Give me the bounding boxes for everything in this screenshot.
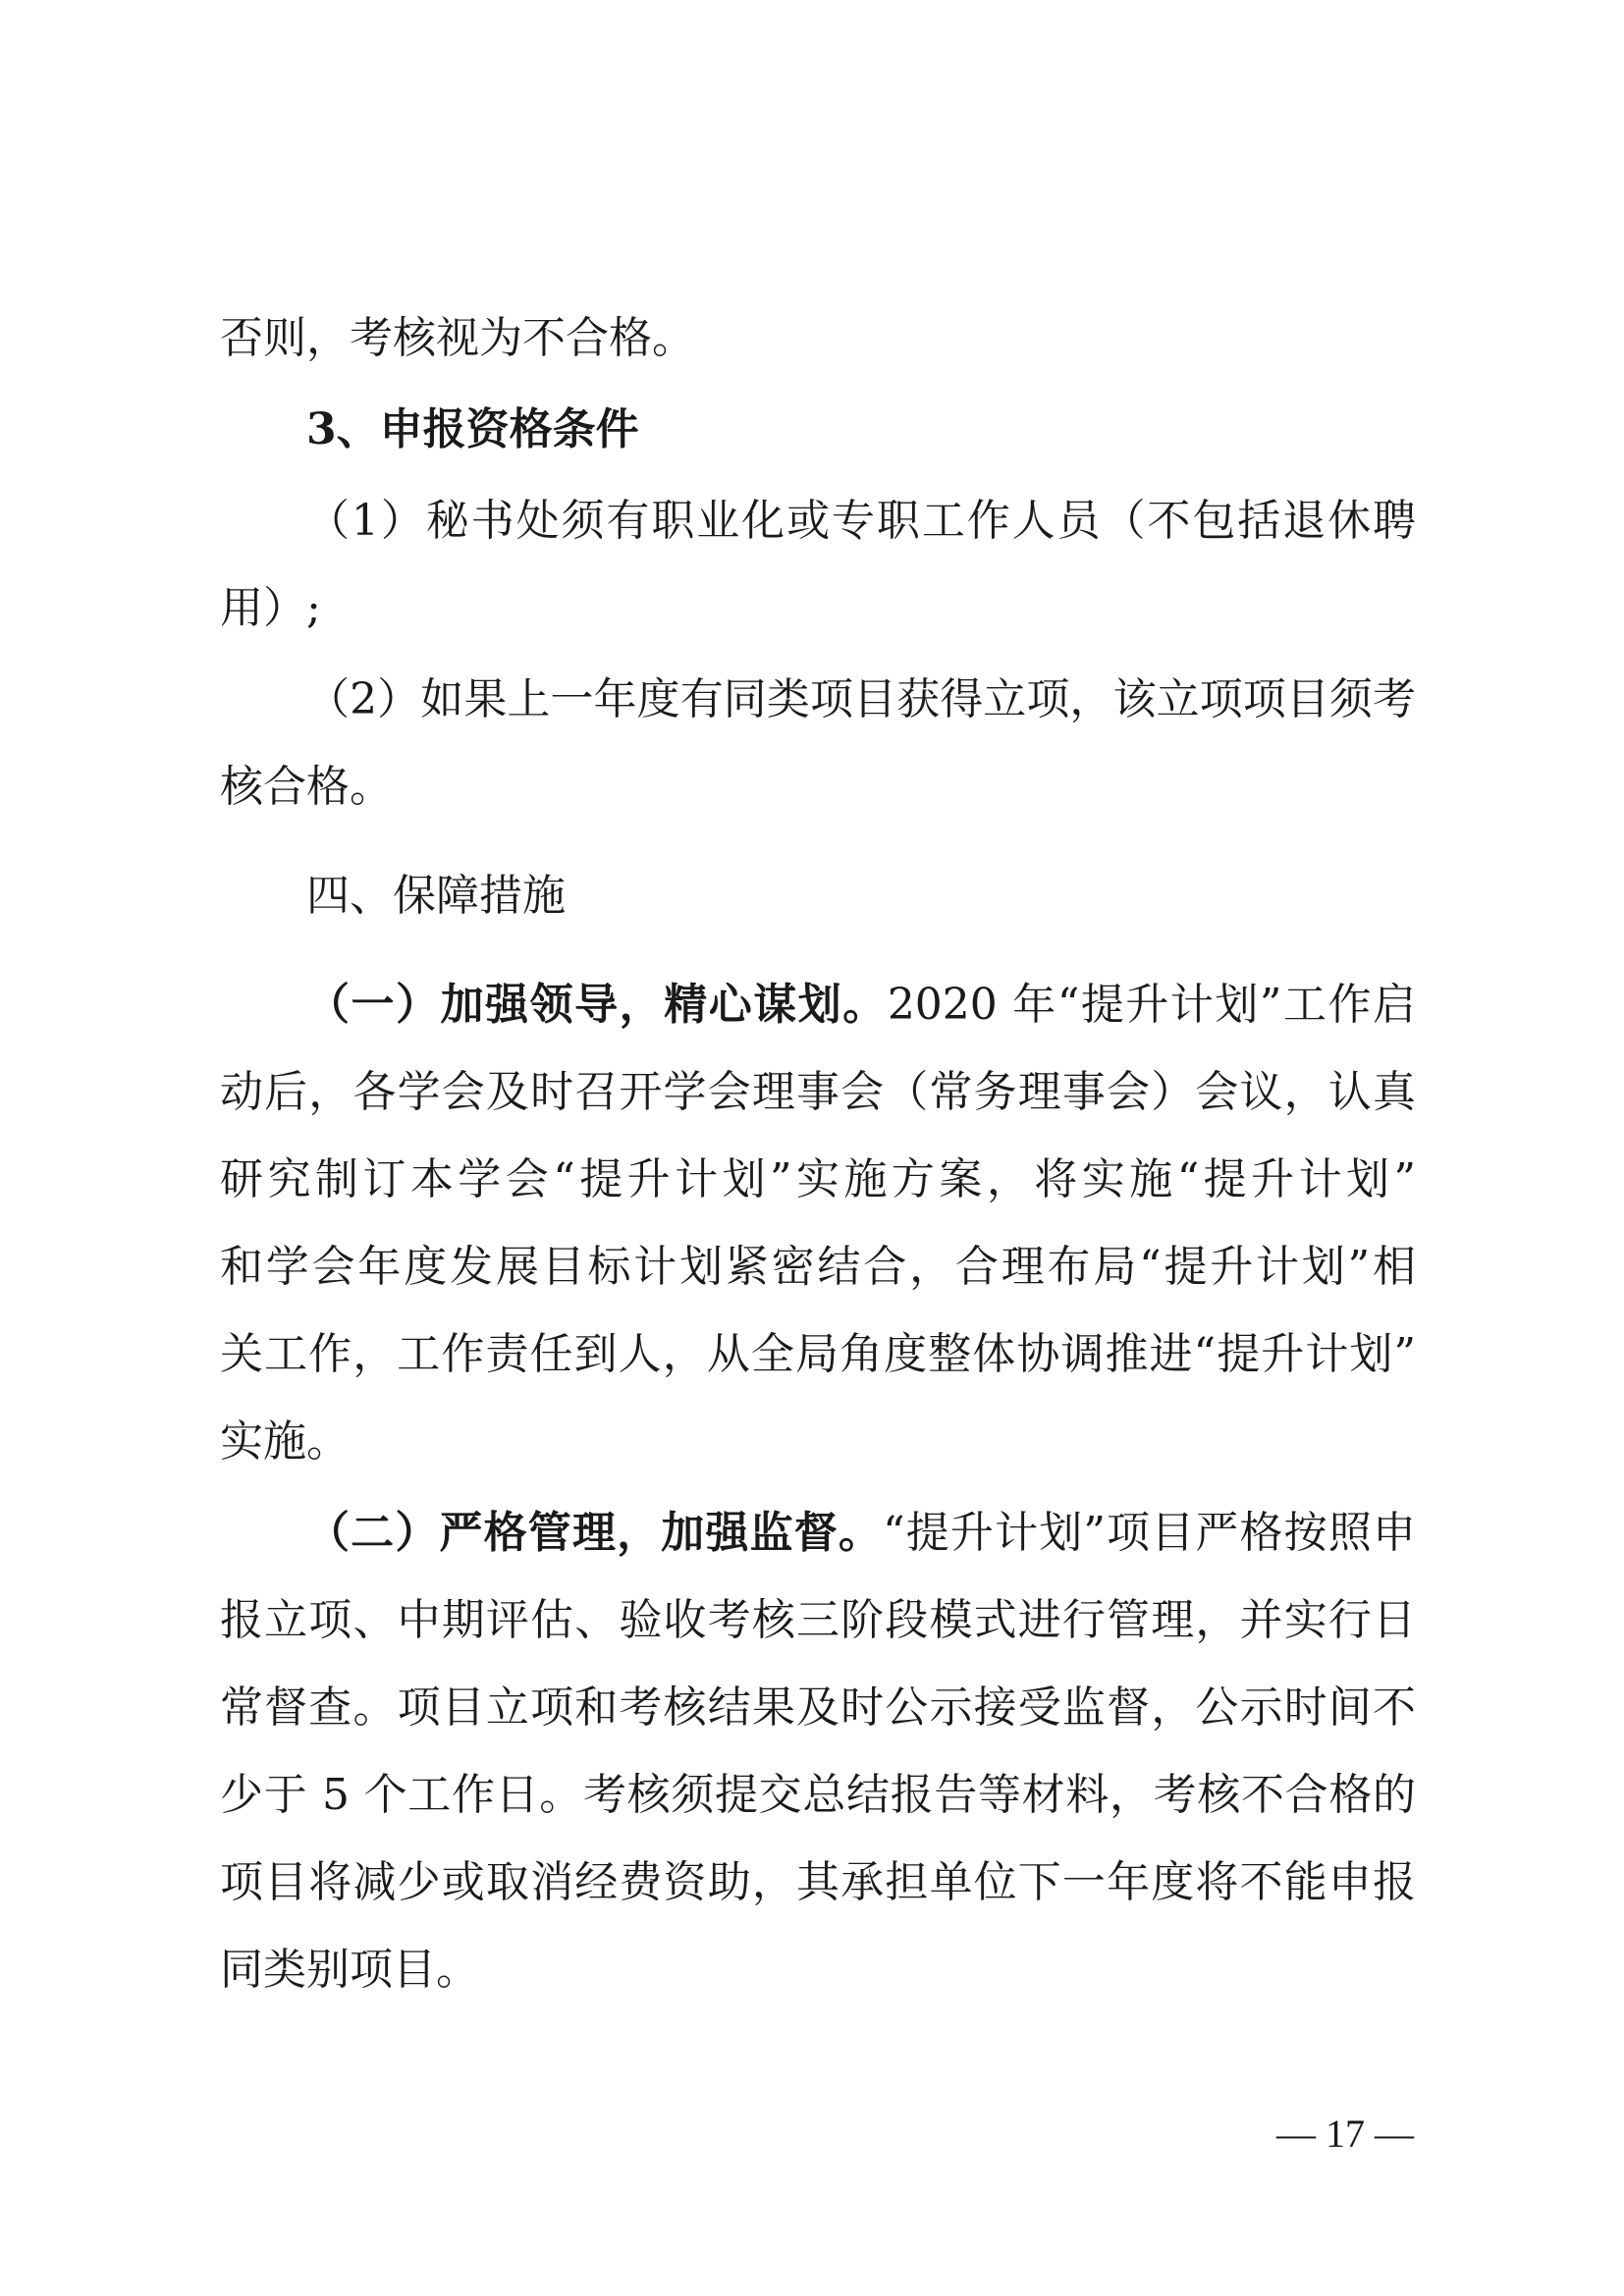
text-line: （1）秘书处须有职业化或专职工作人员（不包括退休聘 <box>306 496 1416 546</box>
page-number: — 17 — <box>1276 2111 1414 2156</box>
text-line: 动后，各学会及时召开学会理事会（常务理事会）会议，认真 <box>220 1067 1416 1117</box>
paragraph-first-line <box>220 961 1416 1048</box>
text-line: 和学会年度发展目标计划紧密结合，合理布局“提升计划”相 <box>220 1242 1416 1292</box>
page-body <box>220 294 1416 2013</box>
text-line: 否则，考核视为不合格。 <box>220 313 695 363</box>
text-line: 研究制订本学会“提升计划”实施方案，将实施“提升计划” <box>220 1154 1416 1204</box>
text-line: 常督查。项目立项和考核结果及时公示接受监督，公示时间不 <box>220 1682 1416 1733</box>
text-line: 核合格。 <box>220 762 393 812</box>
text-line: 同类别项目。 <box>220 1945 479 1995</box>
text-line: 用）; <box>220 583 321 633</box>
section-heading: 四、保障措施 <box>306 871 566 921</box>
paragraph-lead-rest: “提升计划”项目严格按照申 <box>883 1508 1417 1558</box>
text-line: 项目将减少或取消经费资助，其承担单位下一年度将不能申报 <box>220 1857 1416 1907</box>
paragraph-lead: （一）加强领导，精心谋划。 <box>306 980 888 1030</box>
text-line: （2）如果上一年度有同类项目获得立项，该立项项目须考 <box>306 674 1416 724</box>
paragraph-lead: （二）严格管理，加强监督。 <box>306 1508 884 1558</box>
paragraph-lead-rest: 2020 年“提升计划”工作启 <box>887 980 1417 1030</box>
text-line: 报立项、中期评估、验收考核三阶段模式进行管理，并实行日 <box>220 1595 1416 1645</box>
text-line: 实施。 <box>220 1416 350 1467</box>
text-line: 关工作，工作责任到人，从全局角度整体协调推进“提升计划” <box>220 1329 1416 1379</box>
text-line: 少于 5 个工作日。考核须提交总结报告等材料，考核不合格的 <box>220 1770 1416 1820</box>
paragraph-first-line <box>220 1489 1416 1576</box>
subsection-heading: 3、申报资格条件 <box>306 404 639 454</box>
